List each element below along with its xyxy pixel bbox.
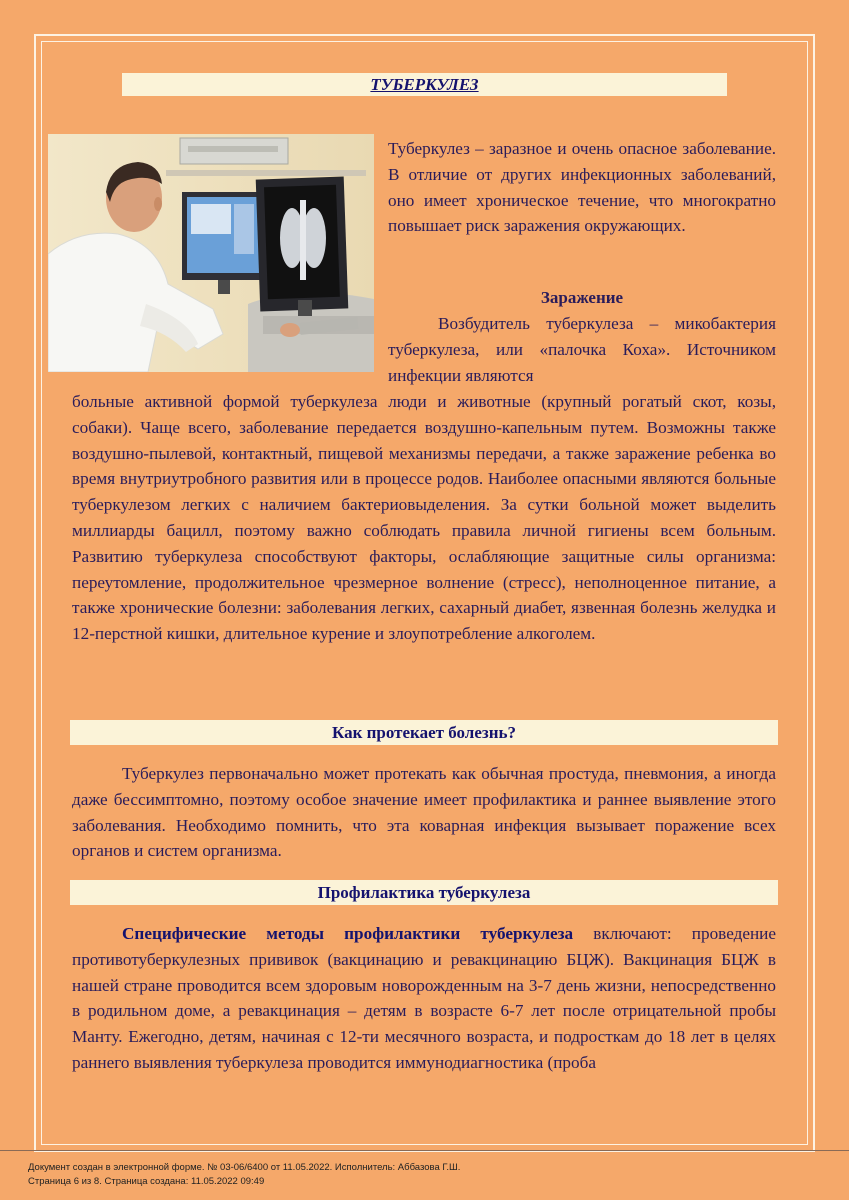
footer-document-info: Документ создан в электронной форме. № 03-06/6400 от 11.05.2022. Исполнитель: Аббазова Г.Ш.: [28, 1162, 461, 1173]
infection-heading: Заражение: [540, 288, 624, 307]
page-title: ТУБЕРКУЛЕЗ: [122, 73, 727, 96]
prevention-paragraph: [72, 921, 776, 1076]
prevention-heading: Профилактика туберкулеза: [70, 880, 778, 905]
course-paragraph: Туберкулез первоначально может протекать как обычная простуда, пневмония, а иногда даже бессимптомно, поэтому особое значение имеет профилактика и раннее выявление этого заболевания. Необходимо помнить, что эта коварная инфекция вызывает поражение всех органов и систем организма.: [72, 764, 776, 861]
footer-page-info: Страница 6 из 8. Страница создана: 11.05.2022 09:49: [28, 1176, 265, 1187]
intro-paragraph: Туберкулез – заразное и очень опасное заболевание. В отличие от других инфекционных заболеваний, оно имеет хроническое течение, что многократно повышает риск заражения окружающих.: [388, 139, 776, 236]
course-heading: Как протекает болезнь?: [70, 720, 778, 745]
prevention-bold-lead: Специфические методы профилактики туберкулеза: [122, 924, 574, 943]
infection-paragraph-top: Возбудитель туберкулеза – микобактерия туберкулеза, или «палочка Коха». Источником инфекции являются: [388, 314, 776, 385]
doctor-xray-photo: [48, 134, 374, 372]
prevention-text: включают: проведение противотуберкулезных прививок (вакцинацию и ревакцинацию БЦЖ). Вакцинация БЦЖ в нашей стране проводится всем здоровым новорожденным на 3-7 день жизни, непосредственно в родильном доме, а ревакцинация – детям в возрасте 6-7 лет после отрицательной пробы Манту. Ежегодно, детям, начиная с 12-ти месячного возраста, и подросткам до 18 лет в целях раннего выявления туберкулеза проводится иммунодиагностика (проба: [72, 924, 777, 1072]
footer: [28, 1161, 460, 1189]
infection-paragraph: больные активной формой туберкулеза люди и животные (крупный рогатый скот, козы, собаки). Чаще всего, заболевание передается воздушно-капельным путем. Возможны также воздушно-пылевой, контактный, пищевой механизмы передачи, а также заражение ребенка во время внутриутробного развития или в процессе родов. Наиболее опасными являются больные туберкулезом легких с наличием бактериовыделения. За сутки больной может выделить миллиарды бацилл, поэтому важно соблюдать правила личной гигиены всем больным. Развитию туберкулеза способствуют факторы, ослабляющие защитные силы организма: переутомление, продолжительное чрезмерное волнение (стресс), неполноценное питание, а также хронические болезни: заболевания легких, сахарный диабет, язвенная болезнь желудка и 12-перстной кишки, длительное курение и злоупотребление алкоголем.: [72, 392, 776, 644]
footer-divider: [0, 1150, 849, 1151]
